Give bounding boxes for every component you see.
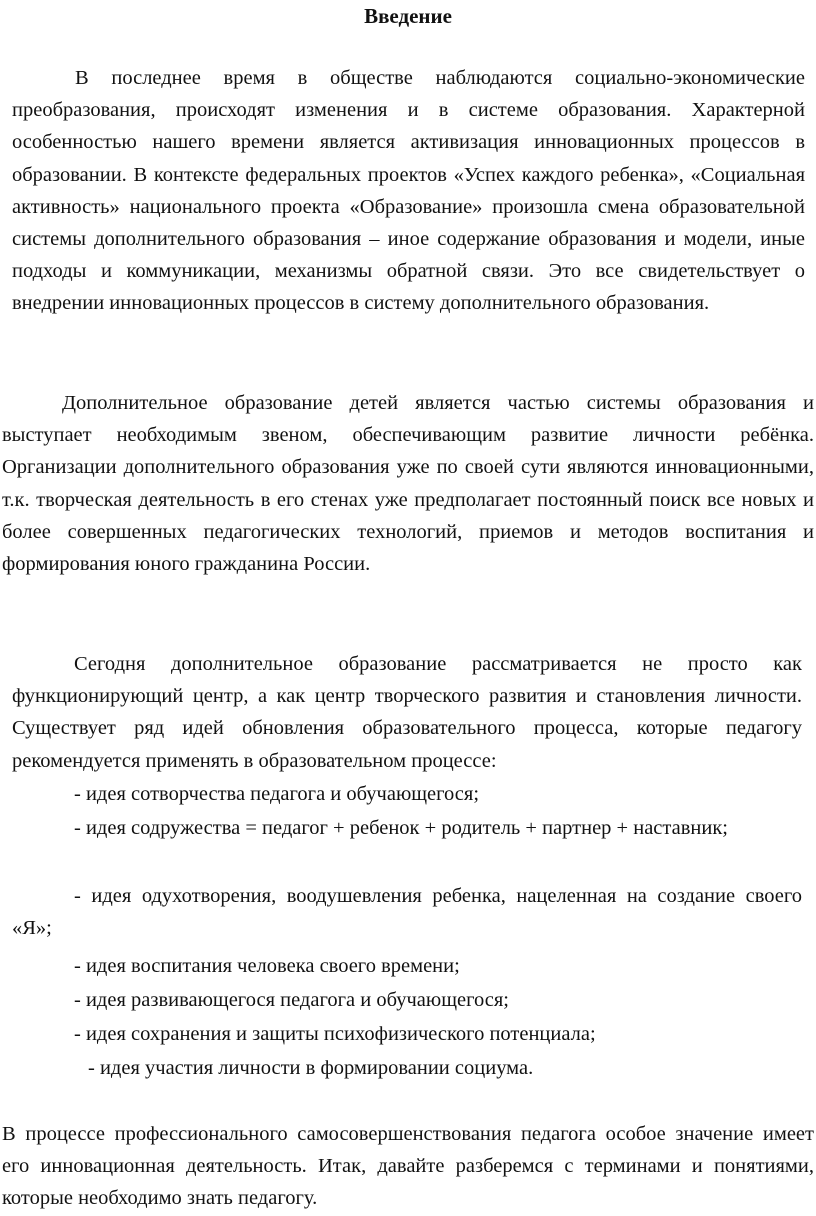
document-title: Введение <box>364 4 452 28</box>
paragraph-additional-education: Дополнительное образование детей является частью системы образования и выступает необходимым звеном, обеспечивающим развитие личности ребёнка. Организации дополнительного образования уже по своей сути являются инновационными, т.к. творческая деятельность в его стенах уже предполагает постоянный поиск все новых и более совершенных педагогических технологий, приемов и методов воспитания и формирования юного гражданина России. <box>2 392 814 576</box>
paragraph-intro: В последнее время в обществе наблюдаются социально-экономические преобразования, происходят изменения и в системе образования. Характерной особенностью нашего времени является активизация инновационных процессов в образовании. В контексте федеральных проектов «Успех каждого ребенка», «Социальная активность» национального проекта «Образование» произошла смена образовательной системы дополнительного образования – иное содержание образования и модели, иные подходы и коммуникации, механизмы обратной связи. Это все свидетельствует о внедрении инновационных процессов в систему дополнительного образования. <box>12 67 805 315</box>
idea-list-item: - идея сотворчества педагога и обучающегося; <box>74 783 480 805</box>
paragraph-ideas-intro: Сегодня дополнительное образование рассматривается не просто как функционирующий центр, а как центр творческого развития и становления личности. Существует ряд идей обновления образовательного процесса, которые педагогу рекомендуется применять в образовательном процессе: <box>12 653 802 772</box>
idea-list-item: - идея содружества = педагог + ребенок + родитель + партнер + наставник; <box>74 817 728 839</box>
paragraph-conclusion: В процессе профессионального самосовершенствования педагога особое значение имеет его инновационная деятельность. Итак, давайте разберемся с терминами и понятиями, которые необходимо знать педагогу. <box>2 1123 814 1210</box>
idea-list-item: - идея развивающегося педагога и обучающегося; <box>74 989 509 1011</box>
idea-list-item: - идея воспитания человека своего времени; <box>74 955 460 977</box>
idea-list-item: - идея сохранения и защиты психофизического потенциала; <box>74 1023 596 1045</box>
idea-list-item: - идея одухотворения, воодушевления ребенка, нацеленная на создание своего «Я»; <box>12 885 802 940</box>
idea-list-item: - идея участия личности в формировании социума. <box>88 1057 534 1079</box>
